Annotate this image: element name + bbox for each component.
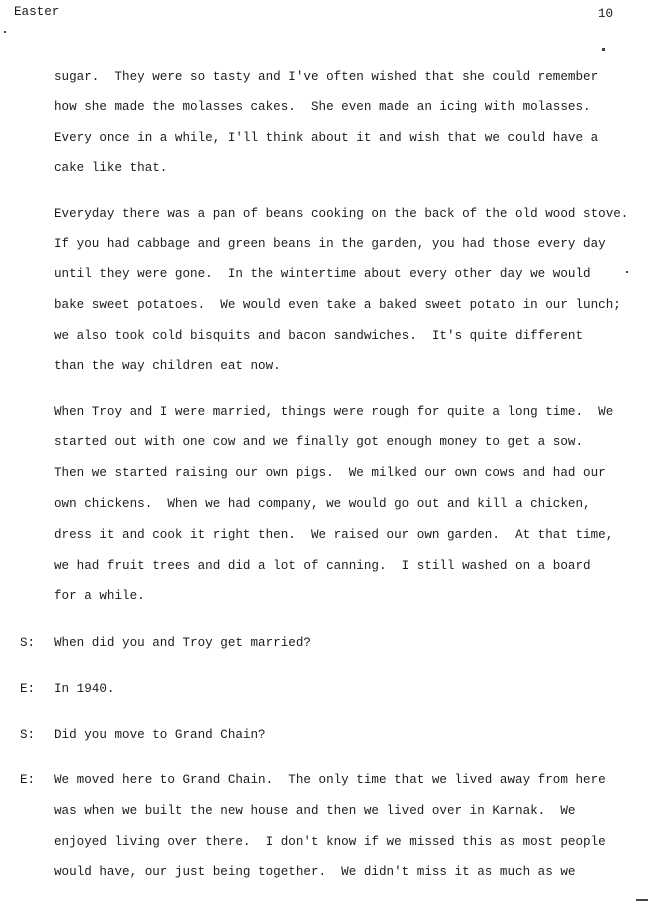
speaker-label: S: — [20, 728, 36, 742]
text-line: cake like that. — [54, 161, 168, 175]
text-line: than the way children eat now. — [54, 359, 281, 373]
text-line: When Troy and I were married, things were rough for quite a long time. We — [54, 405, 614, 419]
dialogue-line: When did you and Troy get married? — [54, 636, 311, 650]
text-line: bake sweet potatoes. We would even take a baked sweet potato in our lunch; — [54, 298, 621, 312]
scan-speck — [626, 271, 628, 273]
page-number: 10 — [598, 7, 614, 21]
scan-edge-mark — [636, 899, 648, 901]
text-line: sugar. They were so tasty and I've often wished that she could remember — [54, 70, 599, 84]
speaker-label: S: — [20, 636, 36, 650]
text-line: how she made the molasses cakes. She even made an icing with molasses. — [54, 100, 591, 114]
text-line: If you had cabbage and green beans in the garden, you had those every day — [54, 237, 606, 251]
text-line: until they were gone. In the wintertime about every other day we would — [54, 267, 591, 281]
dialogue-line: enjoyed living over there. I don't know if we missed this as most people — [54, 835, 606, 849]
text-line: Everyday there was a pan of beans cooking on the back of the old wood stove. — [54, 207, 629, 221]
text-line: we had fruit trees and did a lot of canning. I still washed on a board — [54, 559, 591, 573]
text-line: dress it and cook it right then. We raised our own garden. At that time, — [54, 528, 614, 542]
text-line: own chickens. When we had company, we would go out and kill a chicken, — [54, 497, 591, 511]
scan-speck — [4, 31, 6, 33]
speaker-label: E: — [20, 773, 36, 787]
header-name: Easter — [14, 5, 60, 19]
dialogue-line: Did you move to Grand Chain? — [54, 728, 266, 742]
text-line: we also took cold bisquits and bacon sandwiches. It's quite different — [54, 329, 584, 343]
scan-speck — [602, 48, 605, 51]
dialogue-line: We moved here to Grand Chain. The only time that we lived away from here — [54, 773, 606, 787]
speaker-label: E: — [20, 682, 36, 696]
text-line: Then we started raising our own pigs. We milked our own cows and had our — [54, 466, 606, 480]
text-line: Every once in a while, I'll think about it and wish that we could have a — [54, 131, 599, 145]
text-line: started out with one cow and we finally got enough money to get a sow. — [54, 435, 584, 449]
dialogue-line: was when we built the new house and then we lived over in Karnak. We — [54, 804, 576, 818]
dialogue-line: In 1940. — [54, 682, 115, 696]
dialogue-line: would have, our just being together. We didn't miss it as much as we — [54, 865, 576, 879]
text-line: for a while. — [54, 589, 145, 603]
